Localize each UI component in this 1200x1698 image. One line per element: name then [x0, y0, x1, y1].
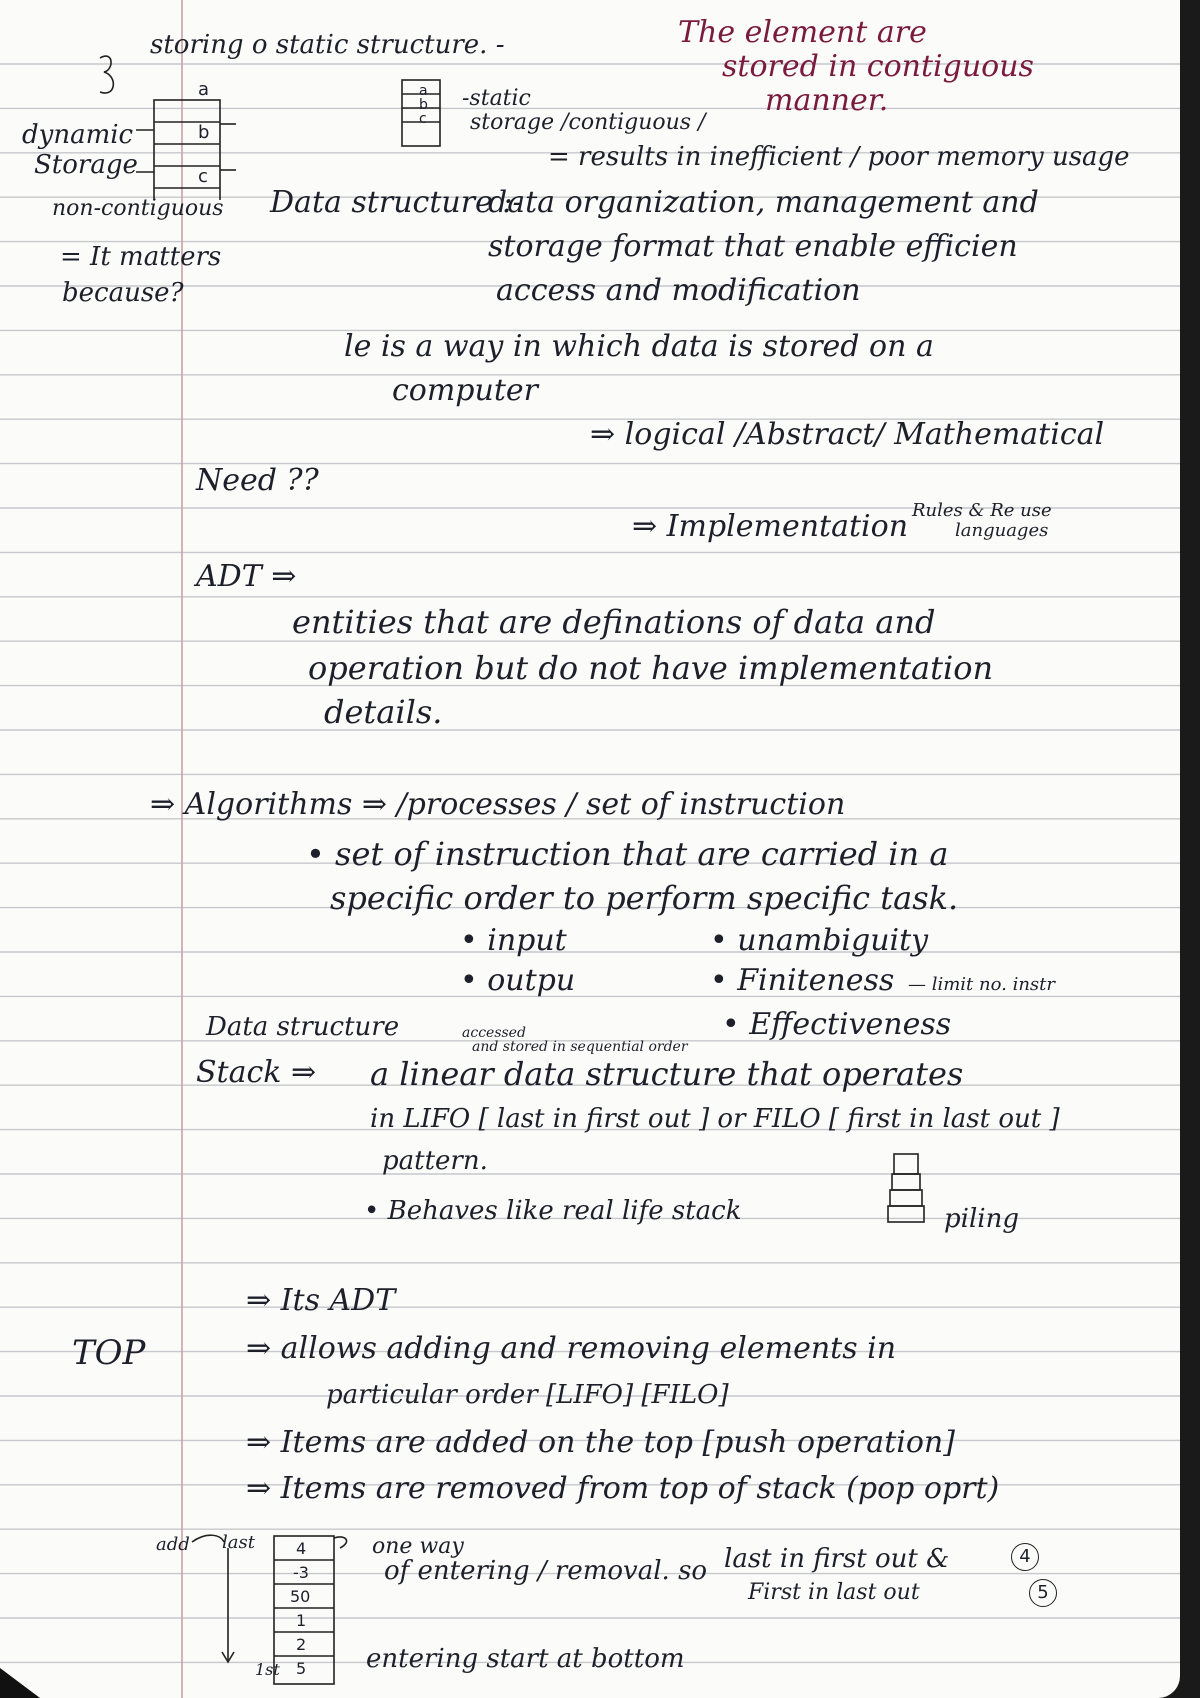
added-line: ⇒ Items are added on the top [push operation] [246, 1425, 955, 1460]
rules-note: Rules & Re use [912, 500, 1052, 521]
top-label: TOP [72, 1333, 146, 1373]
adt-label: ADT ⇒ [196, 559, 297, 594]
allows-line: ⇒ allows adding and removing elements in [246, 1331, 897, 1366]
algorithms-label: ⇒ Algorithms ⇒ /processes / set of instruction [150, 787, 846, 822]
stack-line3: pattern. [382, 1146, 488, 1176]
accessed-note: accessed [462, 1025, 526, 1041]
one-way-text: one way [372, 1534, 464, 1559]
static-cell: a [419, 83, 428, 99]
lifo-text-2: First in last out [748, 1580, 920, 1605]
dynamic-cell-b: b [198, 122, 210, 143]
logical-line: ⇒ logical /Abstract/ Mathematical [590, 417, 1105, 452]
removed-line: ⇒ Items are removed from top of stack (pop oprt) [246, 1471, 1000, 1506]
storing-static-text: storing o static structure. - [150, 30, 505, 60]
finiteness-note: — limit no. instr [908, 974, 1055, 995]
ds-line2: storage format that enable efficien [488, 229, 1018, 264]
accessed-note-2: and stored in sequential order [472, 1039, 688, 1055]
bullet-unambiguity: • unambiguity [710, 923, 929, 958]
one-way-text-2: of entering / removal. so [384, 1556, 708, 1586]
ds-label-stack: Data structure [206, 1012, 400, 1042]
behaves-line: • Behaves like real life stack [364, 1196, 742, 1226]
stack-label: Stack ⇒ [196, 1055, 317, 1090]
circle-5: 5 [1029, 1579, 1057, 1607]
top-curl [334, 1537, 347, 1548]
brace-scribble [100, 56, 113, 93]
elements-line2: stored in contiguous [722, 49, 1034, 84]
languages-note: languages [955, 520, 1049, 541]
dynamic-storage-sketch [80, 20, 260, 200]
algo-line2: specific order to perform specific task. [330, 879, 959, 917]
its-adt: ⇒ Its ADT [246, 1283, 396, 1318]
page-corner-shadow [0, 1668, 40, 1698]
bullet-effectiveness: • Effectiveness [722, 1007, 952, 1042]
order-line: particular order [LIFO] [FILO] [326, 1380, 729, 1410]
ds-line1: data organization, management and [488, 185, 1039, 220]
it-matters: = It matters [60, 242, 222, 272]
non-contiguous-label: non-contiguous [52, 196, 224, 221]
elements-line1: The element are [678, 15, 927, 50]
stack-line1: a linear data structure that operates [370, 1055, 964, 1093]
bullet-output: • outpu [460, 963, 576, 998]
stack-pile-icon [886, 1150, 930, 1226]
storage-box [154, 100, 220, 200]
data-structure-label: Data structure :- [270, 185, 523, 220]
entering-text: entering start at bottom [366, 1644, 685, 1674]
ie-line1: le is a way in which data is stored on a [344, 329, 934, 364]
adt-line3: details. [324, 693, 443, 731]
add-label: add [156, 1534, 190, 1555]
stack-cell: 2 [296, 1635, 307, 1654]
algo-line1: • set of instruction that are carried in a [306, 835, 949, 873]
stack-cell: -3 [293, 1563, 309, 1582]
stack-cell: 1 [296, 1611, 307, 1630]
first-label: 1st [255, 1660, 280, 1679]
storage-label: Storage [34, 150, 138, 180]
dynamic-cell-c: c [198, 166, 208, 187]
ie-line2: computer [392, 373, 538, 408]
stack-cell: 50 [290, 1587, 311, 1606]
because: because? [62, 278, 184, 308]
circle-4: 4 [1011, 1543, 1039, 1571]
stack-cell: 5 [296, 1659, 307, 1678]
stack-cell: 4 [296, 1539, 307, 1558]
implementation-line: ⇒ Implementation [632, 509, 909, 544]
elements-line3: manner. [765, 83, 889, 118]
stack-line2: in LIFO [ last in first out ] or FILO [ first in last out ] [370, 1104, 1060, 1134]
bullet-input: • input [460, 923, 567, 958]
static-storage-label-2: storage /contiguous / [470, 110, 706, 135]
last-label: last [222, 1532, 255, 1553]
piling-label: piling [944, 1204, 1019, 1234]
stack-diagram [190, 1528, 360, 1690]
results-text: = results in inefficient / poor memory usage [548, 142, 1130, 172]
dynamic-cell-a: a [198, 79, 210, 100]
static-cell: c [419, 111, 427, 127]
bullet-finiteness: • Finiteness [710, 963, 895, 998]
static-storage-label: -static [462, 86, 531, 111]
adt-line2: operation but do not have implementation [308, 649, 994, 687]
add-arrow [192, 1535, 224, 1542]
ds-line3: access and modification [496, 273, 861, 308]
need-label: Need ?? [196, 463, 319, 498]
adt-line1: entities that are definations of data and [292, 603, 936, 641]
static-cell: b [419, 97, 428, 113]
dynamic-label: dynamic [22, 120, 134, 150]
lifo-text: last in first out & [724, 1544, 950, 1574]
